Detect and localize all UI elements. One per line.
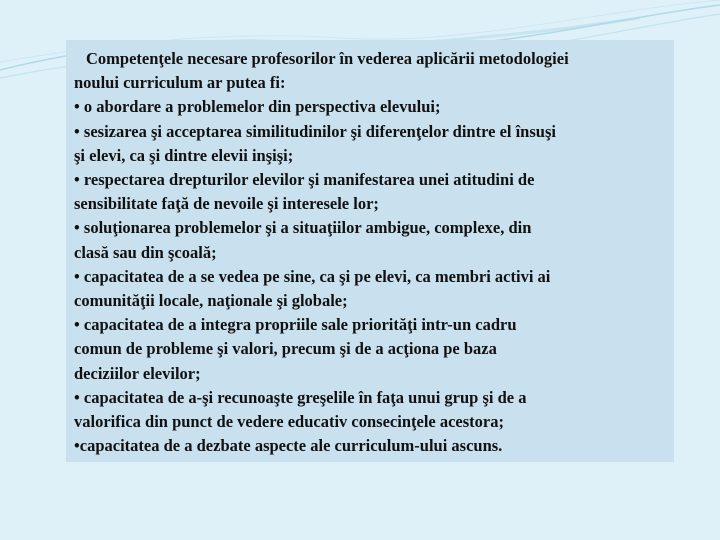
text-line: şi elevi, ca şi dintre elevii inşişi; [74,145,294,165]
text-line: deciziilor elevilor; [74,363,201,383]
text-line: • capacitatea de a integra propriile sale priorităţi intr-un cadru [74,315,517,335]
text-line: valorifica din punct de vedere educativ consecinţele acestora; [74,412,504,432]
content-panel [66,40,674,462]
text-line: comun de probleme şi valori, precum şi de a acţiona pe baza [74,339,497,359]
text-line: • o abordare a problemelor din perspectiva elevului; [74,97,441,117]
text-line: •capacitatea de a dezbate aspecte ale curriculum-ului ascuns. [74,436,503,456]
text-line-intro: Competenţele necesare profesorilor în vederea aplicării metodologiei [86,49,569,68]
text-line: • sesizarea şi acceptarea similitudinilor şi diferenţelor dintre el însuşi [74,121,556,141]
text-line: sensibilitate faţă de nevoile şi interesele lor; [74,194,379,214]
text-line: noului curriculum ar putea fi: [74,73,286,93]
competencies-text [74,47,672,458]
text-line: • capacitatea de a se vedea pe sine, ca şi pe elevi, ca membri activi ai [74,266,551,286]
text-line: comunităţii locale, naţionale şi globale; [74,291,348,311]
text-line: • soluţionarea problemelor şi a situaţiilor ambigue, complexe, din [74,218,532,238]
text-line: clasă sau din şcoală; [74,242,217,262]
text-line: • respectarea drepturilor elevilor şi manifestarea unei atitudini de [74,170,535,190]
text-line: • capacitatea de a-şi recunoaşte greşelile în faţa unui grup şi de a [74,387,527,407]
